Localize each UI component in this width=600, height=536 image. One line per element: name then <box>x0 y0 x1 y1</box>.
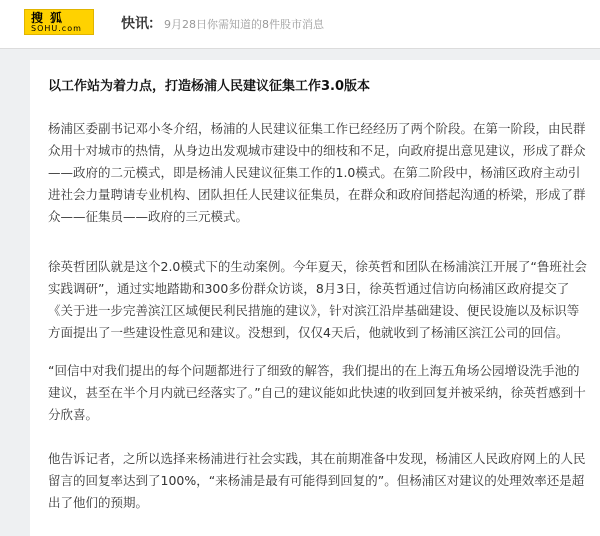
article-paragraph: “回信中对我们提出的每个问题都进行了细致的解答，我们提出的在上海五角场公园增设洗手池的建议，甚至在半个月内就已经落实了。”自己的建议能如此快速的收到回复并被采纳，徐英哲感到十分欣喜。 <box>48 363 586 422</box>
news-flash-label: 快讯 <box>121 16 149 32</box>
top-bar <box>0 0 600 49</box>
news-flash-colon: ： <box>148 16 162 32</box>
article-paragraph: 徐英哲团队就是这个2.0模式下的生动案例。今年夏天，徐英哲和团队在杨浦滨江开展了“鲁班社会实践调研”，通过实地踏勘和300多份群众访谈，8月3日，徐英哲通过信访向杨浦区政府提交了《关于进一步完善滨江区域便民利民措施的建议》，针对滨江沿岸基础建设、便民设施以及标识等方面提出了一些建设性意见和建议。没想到，仅仅4天后，他就收到了杨浦区滨江公司的回信。 <box>48 259 587 340</box>
article-card <box>30 60 600 536</box>
sohu-logo[interactable] <box>24 9 94 35</box>
news-flash-headline[interactable]: 9月28日你需知道的8件股市消息 <box>164 18 324 31</box>
logo-main-text: 搜狐 <box>31 11 70 25</box>
logo-sub-text: SOHU.com <box>31 24 82 33</box>
article-paragraph: 杨浦区委副书记邓小冬介绍，杨浦的人民建议征集工作已经经历了两个阶段。在第一阶段，由民群众用十对城市的热情，从身边出发观城市建设中的细枝和不足，向政府提出意见建议，形成了群众——政府的二元模式，即是杨浦人民建议征集工作的1.0模式。在第二阶段中，杨浦区政府主动引进社会力量聘请专业机构、团队担任人民建议征集员，在群众和政府间搭起沟通的桥梁，形成了群众——征集员——政府的三元模式。 <box>48 121 586 224</box>
article-paragraph: 他告诉记者，之所以选择来杨浦进行社会实践，其在前期准备中发现，杨浦区人民政府网上的人民留言的回复率达到了100%，“来杨浦是最有可能得到回复的”。但杨浦区对建议的处理效率还是超出了他们的预期。 <box>48 451 586 510</box>
article-title: 以工作站为着力点，打造杨浦人民建议征集工作3.0版本 <box>48 79 371 94</box>
